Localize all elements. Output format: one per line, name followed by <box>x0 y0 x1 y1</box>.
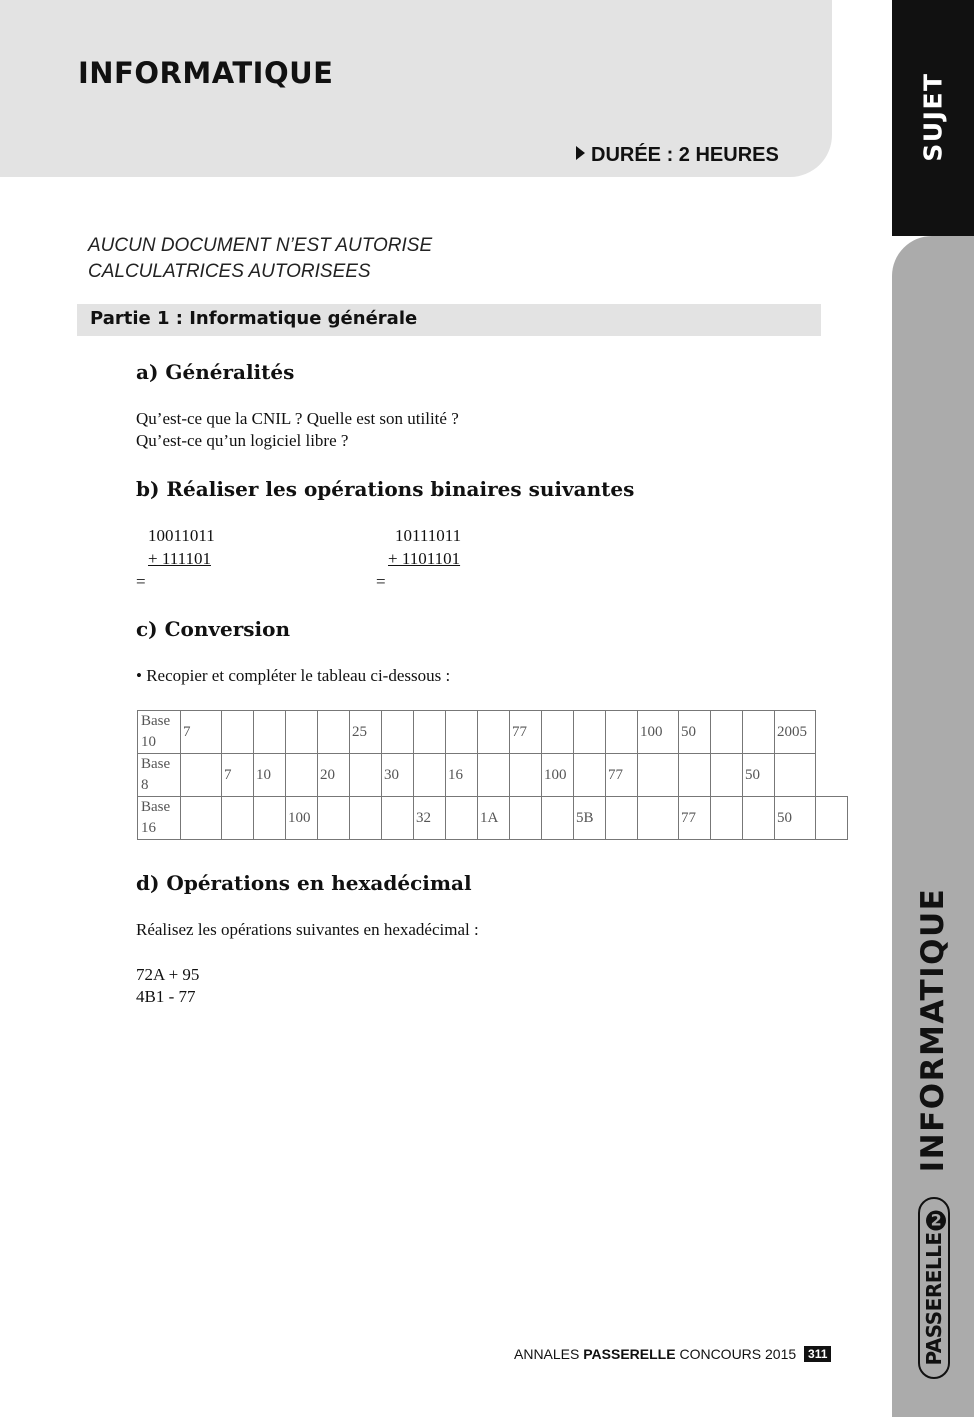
page-title: INFORMATIQUE <box>78 56 334 90</box>
section-d-heading: d) Opérations en hexadécimal <box>136 871 472 895</box>
table-cell <box>606 711 638 754</box>
table-cell <box>181 797 222 840</box>
table-cell: 50 <box>743 754 775 797</box>
table-row <box>138 711 848 754</box>
operand-a: 10011011 <box>148 526 215 545</box>
table-cell <box>286 754 318 797</box>
table-cell <box>478 754 510 797</box>
table-cell <box>414 754 446 797</box>
table-cell <box>222 711 254 754</box>
row-label <box>138 754 181 797</box>
table-cell <box>574 754 606 797</box>
duration-text: DURÉE : 2 HEURES <box>591 144 779 166</box>
conversion-table <box>137 710 848 840</box>
table-cell <box>574 711 606 754</box>
table-cell: 5B <box>574 797 606 840</box>
section-b-heading: b) Réaliser les opérations binaires suivantes <box>136 477 635 501</box>
notice-line-1: AUCUN DOCUMENT N’EST AUTORISE <box>88 235 433 256</box>
equals-sign: = <box>376 572 386 591</box>
table-cell: 100 <box>542 754 574 797</box>
page-number: 311 <box>804 1346 831 1362</box>
table-cell: 25 <box>350 711 382 754</box>
play-triangle-icon <box>576 146 585 160</box>
row-label-line-1: Base <box>141 799 171 815</box>
table-cell: 16 <box>446 754 478 797</box>
footer-brand: PASSERELLE <box>583 1346 676 1362</box>
table-cell: 2005 <box>775 711 816 754</box>
table-cell <box>542 711 574 754</box>
section-d-intro: Réalisez les opérations suivantes en hexadécimal : <box>136 920 479 939</box>
table-cell <box>350 754 382 797</box>
table-cell <box>638 797 679 840</box>
table-cell <box>743 711 775 754</box>
table-cell <box>711 797 743 840</box>
sidebar-subject: INFORMATIQUE <box>915 887 951 1173</box>
section-c-instruction: • Recopier et compléter le tableau ci-dessous : <box>136 666 451 685</box>
logo-word: PASSERELLE <box>922 1232 946 1366</box>
section-a-heading: a) Généralités <box>136 360 295 384</box>
page-footer <box>514 1346 831 1362</box>
part-1-title: Partie 1 : Informatique générale <box>90 308 418 329</box>
logo-number: 2 <box>926 1210 946 1230</box>
equals-sign: = <box>136 572 146 591</box>
table-cell: 77 <box>679 797 711 840</box>
table-cell: 77 <box>510 711 542 754</box>
table-cell <box>638 754 679 797</box>
question-cnil: Qu’est-ce que la CNIL ? Quelle est son utilité ? <box>136 409 459 428</box>
logo-text <box>922 1210 946 1365</box>
row-label <box>138 711 181 754</box>
table-cell <box>606 797 638 840</box>
table-cell <box>350 797 382 840</box>
table-cell <box>254 711 286 754</box>
table-cell <box>679 754 711 797</box>
table-row <box>138 754 848 797</box>
table-row <box>138 797 848 840</box>
table-cell <box>414 711 446 754</box>
table-cell: 32 <box>414 797 446 840</box>
footer-suffix: CONCOURS 2015 <box>679 1346 797 1362</box>
sidebar-tab-label: SUJET <box>918 72 948 162</box>
binary-operation-1 <box>136 524 215 593</box>
conversion-table-body <box>138 711 848 840</box>
row-label-line-2: 10 <box>141 734 156 750</box>
row-label-line-1: Base <box>141 713 171 729</box>
table-cell: 1A <box>478 797 510 840</box>
table-cell <box>711 754 743 797</box>
table-cell <box>318 797 350 840</box>
table-cell <box>222 797 254 840</box>
table-cell: 100 <box>638 711 679 754</box>
table-cell <box>382 711 414 754</box>
table-cell <box>775 754 816 797</box>
table-cell <box>181 754 222 797</box>
operand-a: 10111011 <box>395 526 462 545</box>
table-cell <box>478 711 510 754</box>
table-cell <box>816 797 848 840</box>
operand-b: + 1101101 <box>388 549 461 568</box>
exam-notice <box>88 233 432 285</box>
table-cell: 10 <box>254 754 286 797</box>
operand-b: + 111101 <box>148 549 211 568</box>
row-label-line-1: Base <box>141 756 171 772</box>
table-cell <box>318 711 350 754</box>
binary-operation-2 <box>376 524 461 593</box>
table-cell: 50 <box>775 797 816 840</box>
table-cell: 77 <box>606 754 638 797</box>
notice-line-2: CALCULATRICES AUTORISEES <box>88 261 371 282</box>
row-label-line-2: 16 <box>141 820 156 836</box>
duration-label <box>576 144 779 167</box>
table-cell: 7 <box>222 754 254 797</box>
row-label <box>138 797 181 840</box>
table-cell: 100 <box>286 797 318 840</box>
table-cell <box>510 797 542 840</box>
table-cell <box>446 797 478 840</box>
hex-operations <box>136 964 199 1008</box>
table-cell <box>510 754 542 797</box>
table-cell: 20 <box>318 754 350 797</box>
table-cell <box>542 797 574 840</box>
table-cell: 50 <box>679 711 711 754</box>
table-cell <box>286 711 318 754</box>
section-c-heading: c) Conversion <box>136 617 291 641</box>
section-a-questions <box>136 408 459 452</box>
row-label-line-2: 8 <box>141 777 149 793</box>
table-cell <box>743 797 775 840</box>
table-cell <box>254 797 286 840</box>
table-cell: 30 <box>382 754 414 797</box>
part-1-band <box>77 304 821 336</box>
question-logiciel-libre: Qu’est-ce qu’un logiciel libre ? <box>136 431 349 450</box>
hex-operation-2: 4B1 - 77 <box>136 987 196 1006</box>
table-cell <box>711 711 743 754</box>
footer-prefix: ANNALES <box>514 1346 580 1362</box>
table-cell <box>446 711 478 754</box>
table-cell: 7 <box>181 711 222 754</box>
hex-operation-1: 72A + 95 <box>136 965 200 984</box>
table-cell <box>382 797 414 840</box>
